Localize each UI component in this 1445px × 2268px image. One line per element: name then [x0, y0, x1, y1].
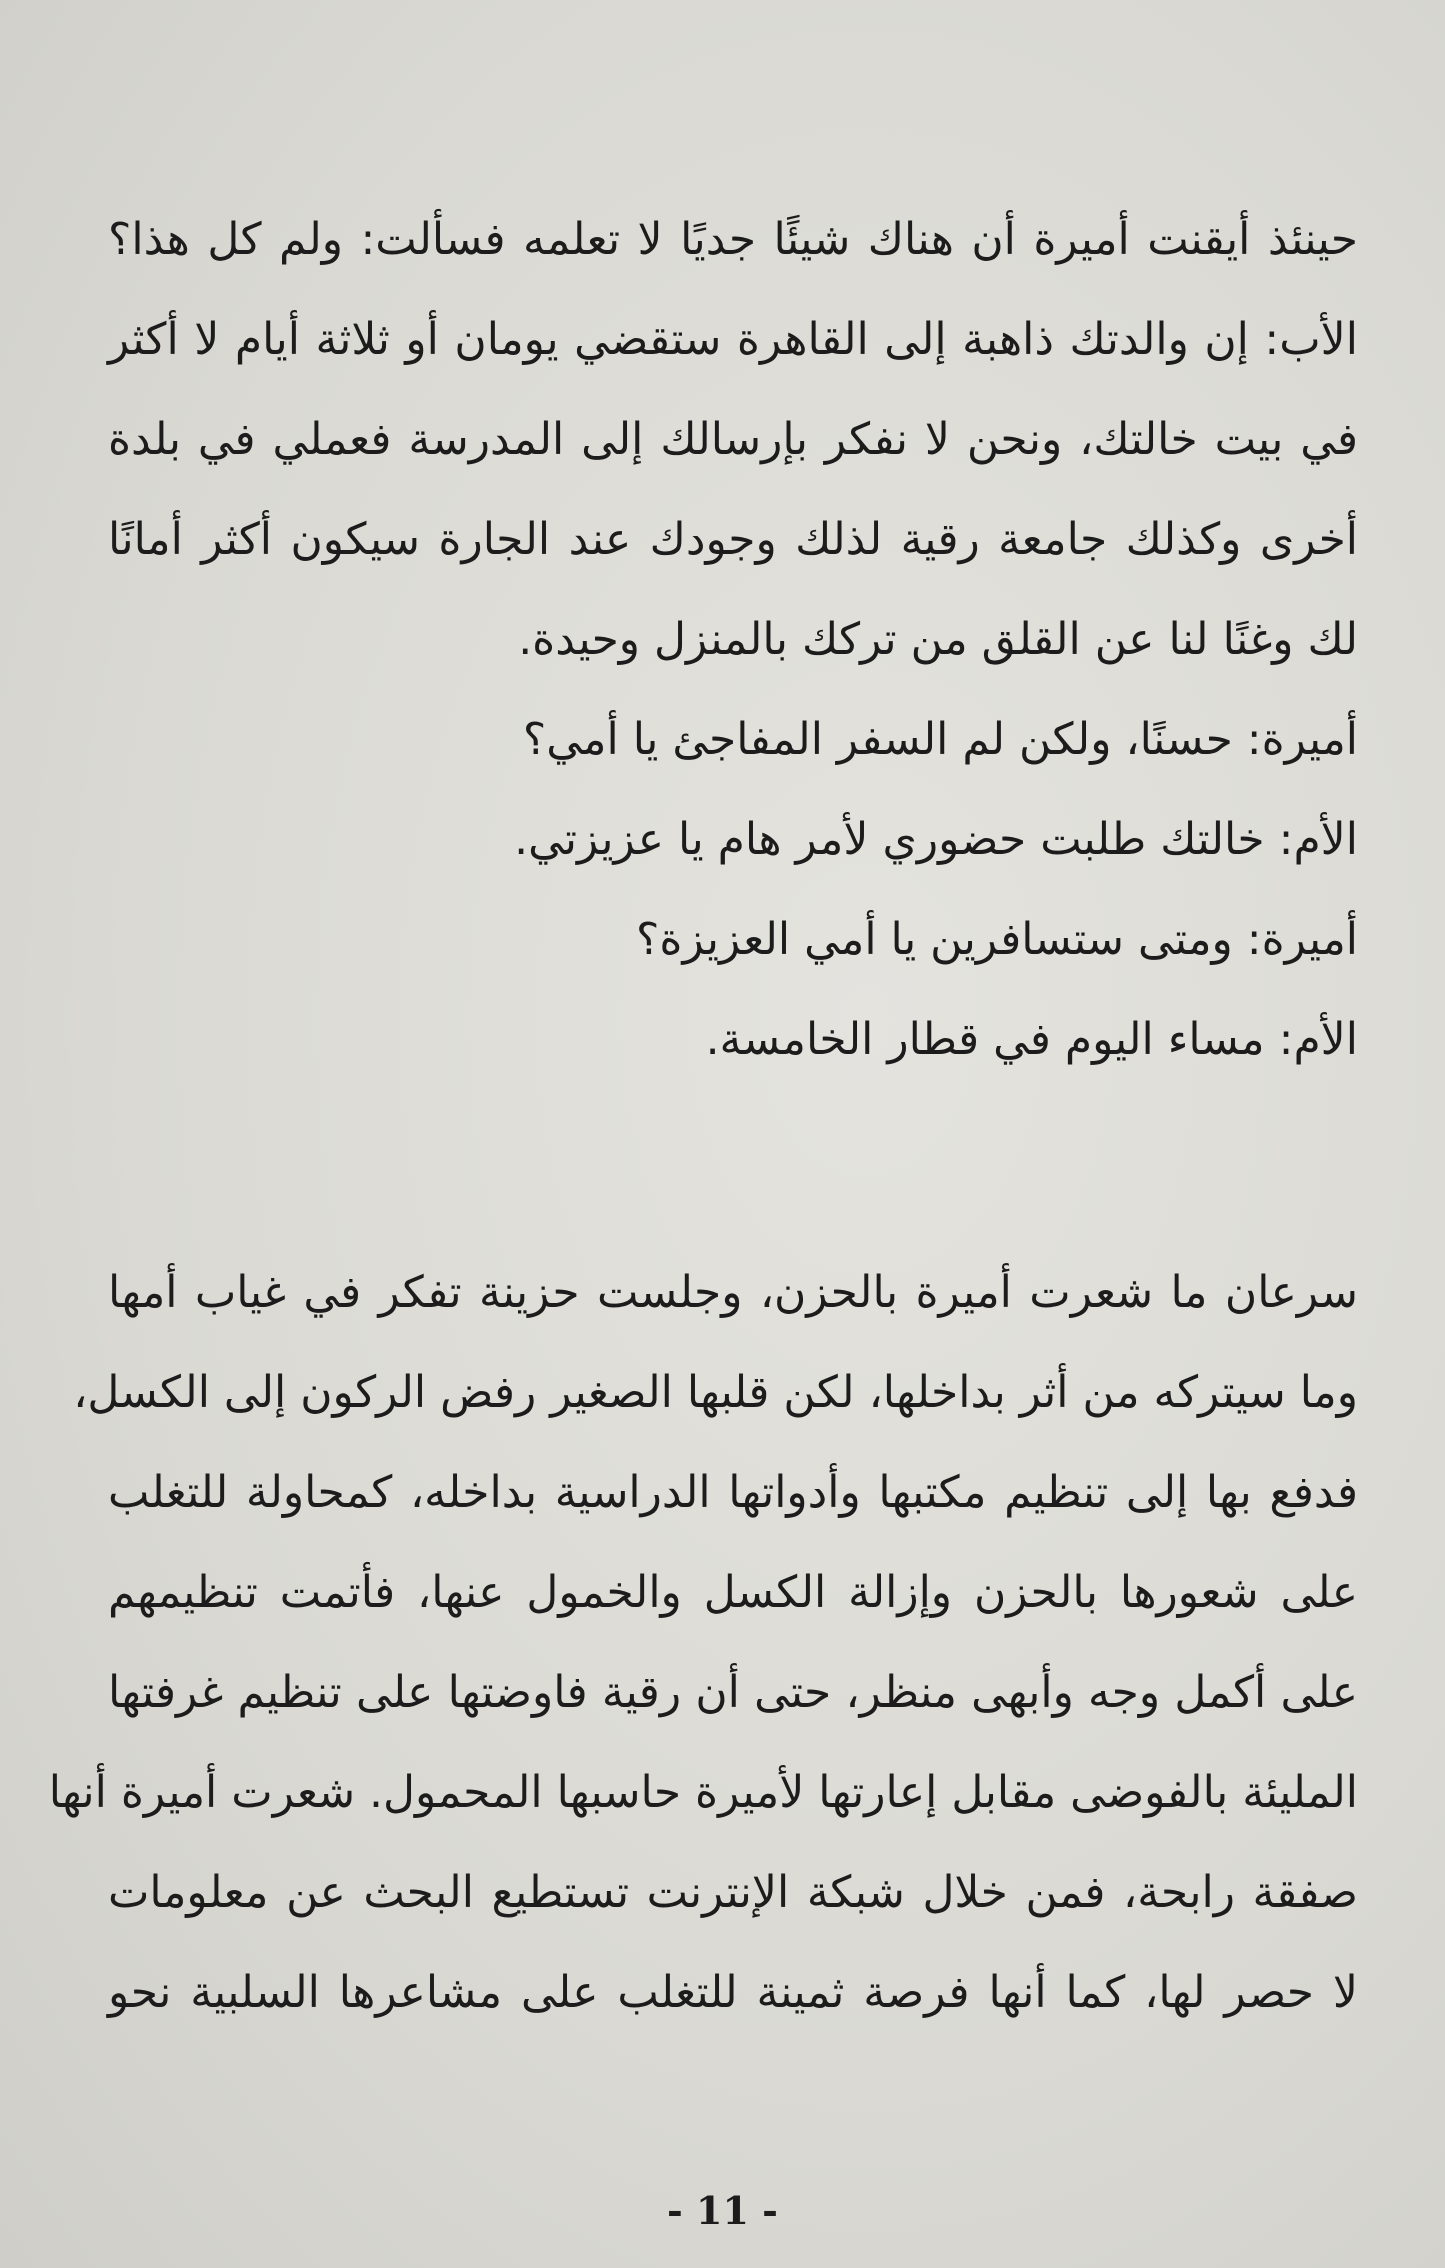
text-line: لا حصر لها، كما أنها فرصة ثمينة للتغلب على مشاعرها السلبية نحو [108, 1967, 1358, 2018]
dialogue-section [108, 190, 1358, 1090]
narrative-paragraph [48, 1243, 1358, 2043]
text-line: أميرة: ومتى ستسافرين يا أمي العزيزة؟ [636, 914, 1358, 965]
text-line: الأب: إن والدتك ذاهبة إلى القاهرة ستقضي يومان أو ثلاثة أيام لا أكثر [108, 314, 1358, 365]
page-number: - 11 - [667, 2188, 778, 2233]
text-line: الأم: مساء اليوم في قطار الخامسة. [705, 1014, 1358, 1065]
text-line: أخرى وكذلك جامعة رقية لذلك وجودك عند الجارة سيكون أكثر أمانًا [108, 514, 1358, 565]
text-line: المليئة بالفوضى مقابل إعارتها لأميرة حاسبها المحمول. شعرت أميرة أنها [48, 1767, 1358, 1818]
text-line: على أكمل وجه وأبهى منظر، حتى أن رقية فاوضتها على تنظيم غرفتها [108, 1667, 1358, 1718]
text-line: في بيت خالتك، ونحن لا نفكر بإرسالك إلى المدرسة فعملي في بلدة [108, 414, 1358, 465]
text-line: الأم: خالتك طلبت حضوري لأمر هام يا عزيزتي. [514, 814, 1358, 865]
text-line: لك وغنًا لنا عن القلق من تركك بالمنزل وحيدة. [518, 614, 1358, 665]
text-line: فدفع بها إلى تنظيم مكتبها وأدواتها الدراسية بداخله، كمحاولة للتغلب [108, 1467, 1358, 1518]
text-line: حينئذ أيقنت أميرة أن هناك شيئًا جديًا لا تعلمه فسألت: ولم كل هذا؟ [108, 214, 1358, 265]
text-line: على شعورها بالحزن وإزالة الكسل والخمول عنها، فأتمت تنظيمهم [108, 1567, 1358, 1618]
text-line: سرعان ما شعرت أميرة بالحزن، وجلست حزينة تفكر في غياب أمها [108, 1267, 1358, 1318]
text-line: صفقة رابحة، فمن خلال شبكة الإنترنت تستطيع البحث عن معلومات [108, 1867, 1358, 1918]
text-line: وما سيتركه من أثر بداخلها، لكن قلبها الصغير رفض الركون إلى الكسل، [73, 1367, 1358, 1418]
text-line: أميرة: حسنًا، ولكن لم السفر المفاجئ يا أمي؟ [522, 714, 1358, 765]
